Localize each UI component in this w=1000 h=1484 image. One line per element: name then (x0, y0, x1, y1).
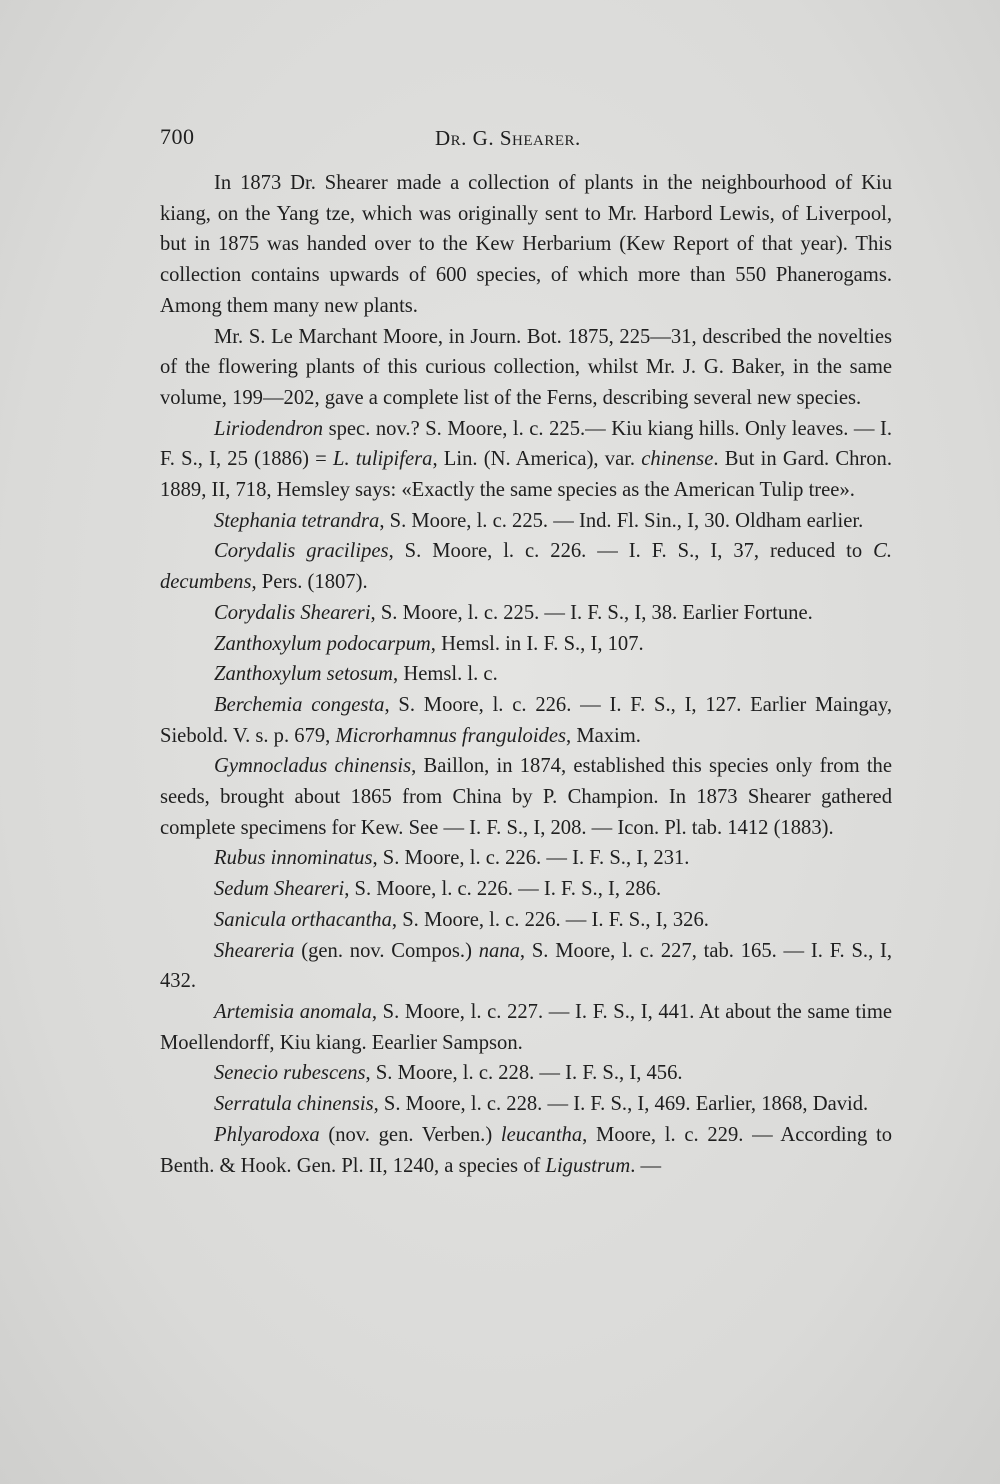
entry-sedum: Sedum Sheareri, S. Moore, l. c. 226. — I. F. S., I, 286. (214, 878, 662, 901)
page-body (160, 168, 892, 1181)
entry-artemisia: Artemisia anomala, S. Moore, l. c. 227. — I. F. S., I, 441. At about the same time Moellendorff, Kiu kiang. Eearlier Sampson. (160, 1000, 892, 1054)
paragraph-moore: Mr. S. Le Marchant Moore, in Journ. Bot. 1875, 225—31, described the novelties of the flowering plants of this curious collection, whilst Mr. J. G. Baker, in the same volume, 199—202, gave a complete list of the Ferns, describing several new species. (160, 325, 892, 409)
entry-stephania: Stephania tetrandra, S. Moore, l. c. 225. — Ind. Fl. Sin., I, 30. Oldham earlier. (214, 509, 864, 532)
entry-senecio: Senecio rubescens, S. Moore, l. c. 228. — I. F. S., I, 456. (214, 1062, 683, 1085)
page-header (160, 124, 900, 154)
entry-berchemia: Berchemia congesta, S. Moore, l. c. 226. — I. F. S., I, 127. Earlier Maingay, Siebold. V. s. p. 679, Microrhamnus franguloides, Maxim. (160, 693, 893, 747)
entry-serratula: Serratula chinensis, S. Moore, l. c. 228. — I. F. S., I, 469. Earlier, 1868, David. (214, 1093, 869, 1116)
entry-rubus: Rubus innominatus, S. Moore, l. c. 226. — I. F. S., I, 231. (214, 847, 690, 870)
entry-sanicula: Sanicula orthacantha, S. Moore, l. c. 226. — I. F. S., I, 326. (214, 908, 709, 931)
entry-corydalis-gracilipes: Corydalis gracilipes, S. Moore, l. c. 226. — I. F. S., I, 37, reduced to C. decumbens, Pers. (1807). (160, 540, 892, 594)
page-number: 700 (160, 124, 195, 149)
entry-zanthoxylum-setosum: Zanthoxylum setosum, Hemsl. l. c. (214, 663, 498, 686)
entry-zanthoxylum-podocarpum: Zanthoxylum podocarpum, Hemsl. in I. F. S., I, 107. (214, 632, 644, 655)
entry-sheareria: Sheareria (gen. nov. Compos.) nana, S. Moore, l. c. 227, tab. 165. — I. F. S., I, 432. (160, 939, 893, 993)
entry-gymnocladus: Gymnocladus chinensis, Baillon, in 1874, established this species only from the seeds, brought about 1865 from China by P. Champion. In 1873 Shearer gathered complete specimens for Kew. See — I. F. S., I, 208. — Icon. Pl. tab. 1412 (1883). (160, 755, 892, 839)
entry-liriodendron: Liriodendron spec. nov.? S. Moore, l. c. 225.— Kiu kiang hills. Only leaves. — I. F. S., I, 25 (1886) = L. tulipifera, Lin. (N. America), var. chinense. But in Gard. Chron. 1889, II, 718, Hemsley says: «Exactly the same species as the American Tulip tree». (160, 417, 892, 502)
entry-corydalis-sheareri: Corydalis Sheareri, S. Moore, l. c. 225. — I. F. S., I, 38. Earlier Fortune. (214, 601, 813, 624)
entry-phlyarodoxa: Phlyarodoxa (nov. gen. Verben.) leucantha, Moore, l. c. 229. — According to Benth. & Hook. Gen. Pl. II, 1240, a species of Ligustrum. — (160, 1123, 892, 1177)
running-head: Dr. G. Shearer. (435, 126, 581, 150)
paragraph-intro: In 1873 Dr. Shearer made a collection of plants in the neighbourhood of Kiu kiang, on the Yang tze, which was originally sent to Mr. Harbord Lewis, of Liverpool, but in 1875 was handed over to the Kew Herbarium (Kew Report of that year). This collection contains upwards of 600 species, of which more than 550 Phanerogams. Among them many new plants. (160, 172, 892, 317)
